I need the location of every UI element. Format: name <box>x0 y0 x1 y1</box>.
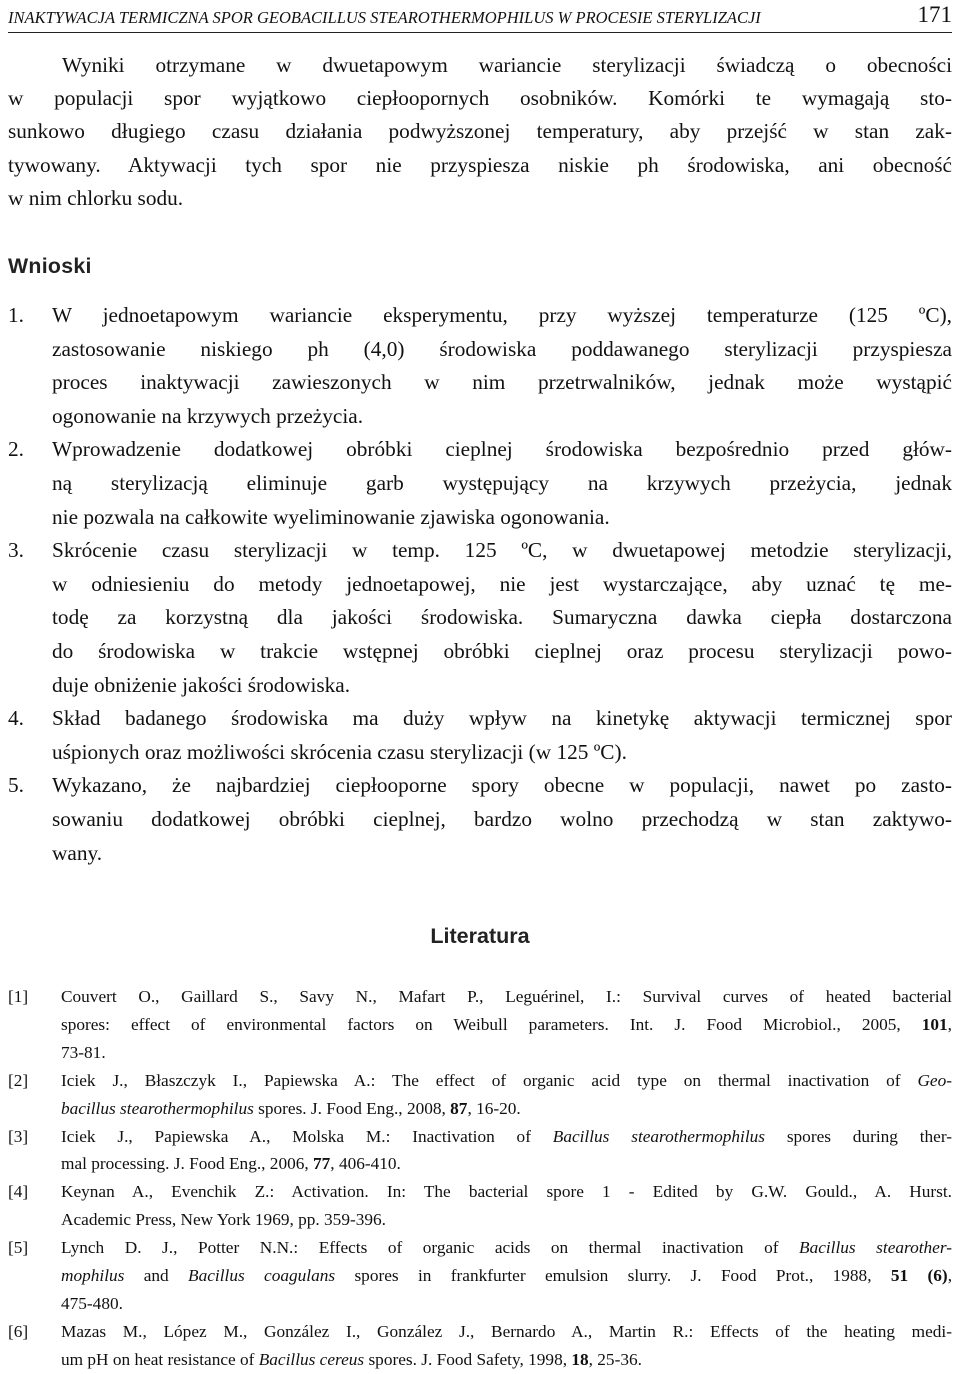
text-segment: spores. J. Food Safety, 1998, <box>364 1349 572 1369</box>
conclusion-line: proces inaktywacji zawieszonych w nim przetrwalników, jednak może wystąpić <box>52 370 952 395</box>
intro-line: Wyniki otrzymane w dwuetapowym wariancie sterylizacji świadczą o obecności <box>62 53 952 77</box>
text-segment: 475-480. <box>61 1293 123 1313</box>
reference-item <box>8 1318 952 1374</box>
text-segment: and <box>124 1266 189 1286</box>
conclusion-line: W jednoetapowym wariancie eksperymentu, przy wyższej temperaturze (125 ºC), <box>52 303 952 327</box>
conclusion-text <box>52 534 952 702</box>
text-segment: 73-81. <box>61 1042 106 1062</box>
reference-line <box>61 1290 952 1318</box>
conclusions-list <box>8 299 952 870</box>
reference-line <box>61 1095 952 1123</box>
intro-line: w nim chlorku sodu. <box>8 185 184 210</box>
running-title: INAKTYWACJA TERMICZNA SPOR GEOBACILLUS STEAROTHERMOPHILUS W PROCESIE STERYLIZACJI <box>8 8 761 27</box>
text-segment: , 25-36. <box>588 1349 642 1369</box>
bold-segment: 18 <box>571 1349 589 1369</box>
conclusion-text <box>52 299 952 433</box>
italic-segment: Bacillus cereus <box>258 1349 365 1369</box>
reference-text <box>61 1318 952 1374</box>
intro-paragraph <box>8 49 952 215</box>
conclusion-line: wany. <box>52 840 103 865</box>
text-segment: um pH on heat resistance of <box>61 1349 259 1369</box>
conclusion-text <box>52 702 952 769</box>
reference-item <box>8 983 952 1067</box>
reference-text <box>61 1178 952 1234</box>
intro-line: sunkowo długiego czasu działania podwyższonej temperatury, aby przejść w stan zak- <box>8 119 952 144</box>
page-number: 171 <box>917 2 952 27</box>
reference-number: [4] <box>8 1182 29 1202</box>
reference-line <box>61 1206 952 1234</box>
reference-line <box>61 1123 952 1151</box>
italic-segment: Bacillus coagulans <box>188 1266 336 1286</box>
text-segment: Mazas M., López M., González I., González J., Bernardo A., Martin R.: Effects of the heating medi- <box>61 1321 952 1341</box>
reference-line <box>61 1067 952 1095</box>
bold-segment: 87 <box>450 1098 468 1118</box>
conclusion-number: 1. <box>8 303 24 327</box>
conclusion-number: 5. <box>8 773 24 798</box>
bold-segment: 101 <box>921 1014 948 1034</box>
reference-item <box>8 1123 952 1179</box>
bold-segment: 77 <box>313 1154 331 1174</box>
conclusion-line: Skład badanego środowiska ma duży wpływ na kinetykę aktywacji termicznej spor <box>52 706 952 731</box>
literature-heading: Literatura <box>430 924 530 948</box>
conclusion-item <box>8 534 952 702</box>
reference-item <box>8 1234 952 1318</box>
text-segment: Academic Press, New York 1969, pp. 359-396. <box>61 1210 386 1230</box>
text-segment: Couvert O., Gaillard S., Savy N., Mafart P., Leguérinel, I.: Survival curves of heated bacterial <box>61 987 952 1006</box>
text-segment: Lynch D. J., Potter N.N.: Effects of organic acids on thermal inactivation of <box>61 1238 800 1258</box>
italic-segment: bacillus stearothermophilus <box>61 1098 254 1118</box>
references-list <box>8 983 952 1374</box>
reference-line <box>61 1178 952 1206</box>
text-segment: Iciek J., Błaszczyk I., Papiewska A.: The effect of organic acid type on thermal inactivation of <box>61 1070 918 1090</box>
text-segment: , 406-410. <box>330 1154 401 1174</box>
text-segment: Keynan A., Evenchik Z.: Activation. In: The bacterial spore 1 - Edited by G.W. Gould., A. Hurst. <box>61 1182 952 1202</box>
reference-line <box>61 1150 952 1178</box>
intro-line: w populacji spor wyjątkowo ciepłoopornych osobników. Komórki te wymagają sto- <box>8 86 952 111</box>
text-segment: mal processing. J. Food Eng., 2006, <box>61 1154 314 1174</box>
conclusion-line: nie pozwala na całkowite wyeliminowanie zjawiska ogonowania. <box>52 504 610 529</box>
conclusion-line: duje obniżenie jakości środowiska. <box>52 672 351 697</box>
reference-line <box>61 1346 952 1374</box>
italic-segment: Bacillus stearother- <box>799 1238 952 1258</box>
conclusion-item <box>8 702 952 769</box>
text-segment: Iciek J., Papiewska A., Molska M.: Inactivation of <box>61 1126 553 1146</box>
bold-segment: 51 (6) <box>890 1266 948 1286</box>
intro-line: tywowany. Aktywacji tych spor nie przyspiesza niskie ph środowiska, ani obecność <box>8 152 952 177</box>
conclusion-line: do środowiska w trakcie wstępnej obróbki cieplnej oraz procesu sterylizacji powo- <box>52 638 952 663</box>
conclusion-line: zastosowanie niskiego ph (4,0) środowiska poddawanego sterylizacji przyspiesza <box>52 336 952 361</box>
conclusion-line: ogonowanie na krzywych przeżycia. <box>52 403 364 428</box>
italic-segment: Bacillus stearothermophilus <box>552 1126 765 1146</box>
text-segment: , <box>947 1014 952 1034</box>
reference-number: [5] <box>8 1238 29 1258</box>
conclusion-line: Wprowadzenie dodatkowej obróbki cieplnej środowiska bezpośrednio przed głów- <box>52 437 952 462</box>
reference-text <box>61 1123 952 1179</box>
reference-line <box>61 1011 952 1039</box>
conclusion-number: 2. <box>8 437 24 462</box>
reference-line <box>61 983 952 1011</box>
text-segment: spores. J. Food Eng., 2008, <box>253 1098 451 1118</box>
conclusion-text <box>52 769 952 870</box>
conclusion-number: 3. <box>8 538 24 563</box>
conclusions-heading: Wnioski <box>8 254 92 278</box>
conclusion-line: todę za korzystną dla jakości środowiska. Sumaryczna dawka ciepła dostarczona <box>52 605 952 630</box>
conclusion-number: 4. <box>8 706 24 731</box>
reference-line <box>61 1234 952 1262</box>
reference-number: [1] <box>8 987 29 1006</box>
reference-number: [6] <box>8 1321 29 1341</box>
reference-line <box>61 1262 952 1290</box>
conclusion-line: ną sterylizacją eliminuje garb występujący na krzywych przeżycia, jednak <box>52 470 952 495</box>
text-segment: , <box>947 1266 953 1286</box>
reference-text <box>61 983 952 1067</box>
running-header <box>8 2 952 33</box>
text-segment: , 16-20. <box>467 1098 521 1118</box>
text-segment: spores during ther- <box>765 1126 952 1146</box>
reference-line <box>61 1318 952 1346</box>
conclusion-line: sowaniu dodatkowej obróbki cieplnej, bardzo wolno przechodzą w stan zaktywo- <box>52 806 952 831</box>
text-segment: spores in frankfurter emulsion slurry. J. Food Prot., 1988, <box>335 1266 891 1286</box>
text-segment: spores: effect of environmental factors on Weibull parameters. Int. J. Food Microbiol., 2005, <box>61 1014 922 1034</box>
reference-item <box>8 1067 952 1123</box>
conclusion-item <box>8 433 952 534</box>
conclusion-line: w odniesieniu do metody jednoetapowej, nie jest wystarczające, aby uznać tę me- <box>52 571 952 596</box>
italic-segment: mophilus <box>61 1266 125 1286</box>
conclusion-item <box>8 769 952 870</box>
conclusion-line: Wykazano, że najbardziej ciepłooporne spory obecne w populacji, nawet po zasto- <box>52 773 952 798</box>
reference-number: [2] <box>8 1070 29 1090</box>
reference-line <box>61 1039 952 1067</box>
reference-number: [3] <box>8 1126 29 1146</box>
conclusion-line: uśpionych oraz możliwości skrócenia czasu sterylizacji (w 125 ºC). <box>52 739 627 764</box>
conclusion-item <box>8 299 952 433</box>
conclusion-text <box>52 433 952 534</box>
reference-text <box>61 1234 952 1318</box>
conclusion-line: Skrócenie czasu sterylizacji w temp. 125 ºC, w dwuetapowej metodzie sterylizacji, <box>52 538 952 563</box>
reference-item <box>8 1178 952 1234</box>
reference-text <box>61 1067 952 1123</box>
italic-segment: Geo- <box>917 1070 952 1090</box>
